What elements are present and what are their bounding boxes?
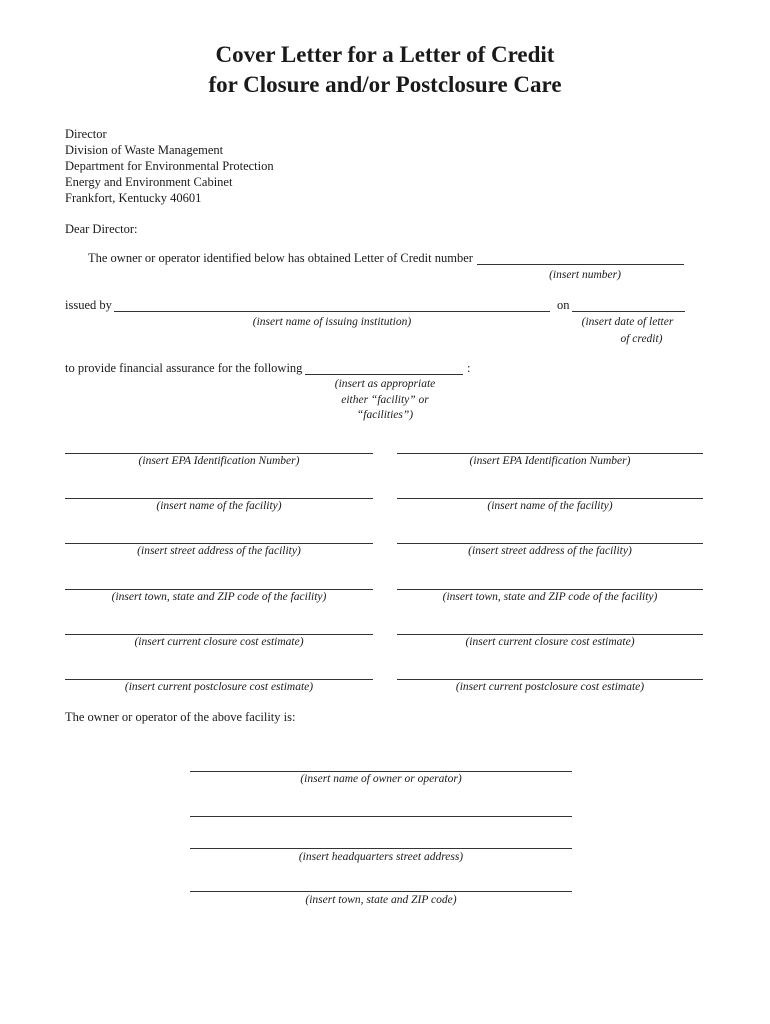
facility1-town-hint: (insert town, state and ZIP code of the facility): [111, 591, 327, 603]
hint-date-line1: (insert date of letter: [581, 316, 674, 328]
facility1-epa-id-hint: (insert EPA Identification Number): [138, 455, 300, 467]
hint-issuing-institution: (insert name of issuing institution): [252, 316, 412, 328]
hint-appropriate-line1: (insert as appropriate: [334, 378, 436, 390]
address-line-5: Frankfort, Kentucky 40601: [65, 191, 202, 205]
facility1-epa-id-field[interactable]: [65, 453, 373, 454]
salutation: Dear Director:: [65, 222, 138, 236]
document-title-line2: for Closure and/or Postclosure Care: [208, 72, 562, 97]
facility2-town-field[interactable]: [397, 589, 703, 590]
para1-text: The owner or operator identified below has obtained Letter of Credit number: [88, 251, 473, 265]
address-line-3: Department for Environmental Protection: [65, 159, 274, 173]
owner-town-hint: (insert town, state and ZIP code): [305, 894, 457, 906]
hint-insert-number: (insert number): [549, 269, 621, 281]
letter-of-credit-number-field[interactable]: [477, 264, 684, 265]
facility1-postclosure-cost-field[interactable]: [65, 679, 373, 680]
owner-name-hint: (insert name of owner or operator): [300, 773, 462, 785]
provide-colon: :: [467, 361, 471, 375]
facility2-closure-cost-hint: (insert current closure cost estimate): [465, 636, 635, 648]
facility2-name-field[interactable]: [397, 498, 703, 499]
document-title-line1: Cover Letter for a Letter of Credit: [215, 42, 555, 67]
hint-date-line2: of credit): [620, 333, 663, 345]
owner-address-extra-field[interactable]: [190, 816, 572, 817]
facility2-street-hint: (insert street address of the facility): [468, 545, 632, 557]
owner-name-field[interactable]: [190, 771, 572, 772]
facility1-name-hint: (insert name of the facility): [156, 500, 282, 512]
facility-or-facilities-field[interactable]: [305, 374, 463, 375]
on-label: on: [557, 298, 570, 312]
facility2-street-field[interactable]: [397, 543, 703, 544]
facility1-street-hint: (insert street address of the facility): [137, 545, 301, 557]
owner-hq-address-hint: (insert headquarters street address): [298, 851, 464, 863]
facility2-name-hint: (insert name of the facility): [487, 500, 613, 512]
owner-town-field[interactable]: [190, 891, 572, 892]
address-line-4: Energy and Environment Cabinet: [65, 175, 233, 189]
issuing-institution-field[interactable]: [114, 311, 550, 312]
facility2-postclosure-cost-field[interactable]: [397, 679, 703, 680]
address-line-1: Director: [65, 127, 107, 141]
hint-appropriate-line3: “facilities”): [356, 409, 414, 421]
facility1-street-field[interactable]: [65, 543, 373, 544]
facility2-closure-cost-field[interactable]: [397, 634, 703, 635]
facility2-epa-id-field[interactable]: [397, 453, 703, 454]
owner-intro-text: The owner or operator of the above facility is:: [65, 710, 296, 724]
facility1-closure-cost-hint: (insert current closure cost estimate): [134, 636, 304, 648]
facility2-town-hint: (insert town, state and ZIP code of the facility): [442, 591, 658, 603]
facility2-postclosure-cost-hint: (insert current postclosure cost estimate): [455, 681, 645, 693]
issued-by-label: issued by: [65, 298, 112, 312]
hint-appropriate-line2: either “facility” or: [341, 394, 429, 406]
letter-date-field[interactable]: [572, 311, 685, 312]
provide-text: to provide financial assurance for the following: [65, 361, 303, 375]
owner-hq-address-field[interactable]: [190, 848, 572, 849]
facility1-name-field[interactable]: [65, 498, 373, 499]
address-line-2: Division of Waste Management: [65, 143, 224, 157]
facility1-postclosure-cost-hint: (insert current postclosure cost estimate): [124, 681, 314, 693]
facility2-epa-id-hint: (insert EPA Identification Number): [469, 455, 631, 467]
facility1-town-field[interactable]: [65, 589, 373, 590]
facility1-closure-cost-field[interactable]: [65, 634, 373, 635]
